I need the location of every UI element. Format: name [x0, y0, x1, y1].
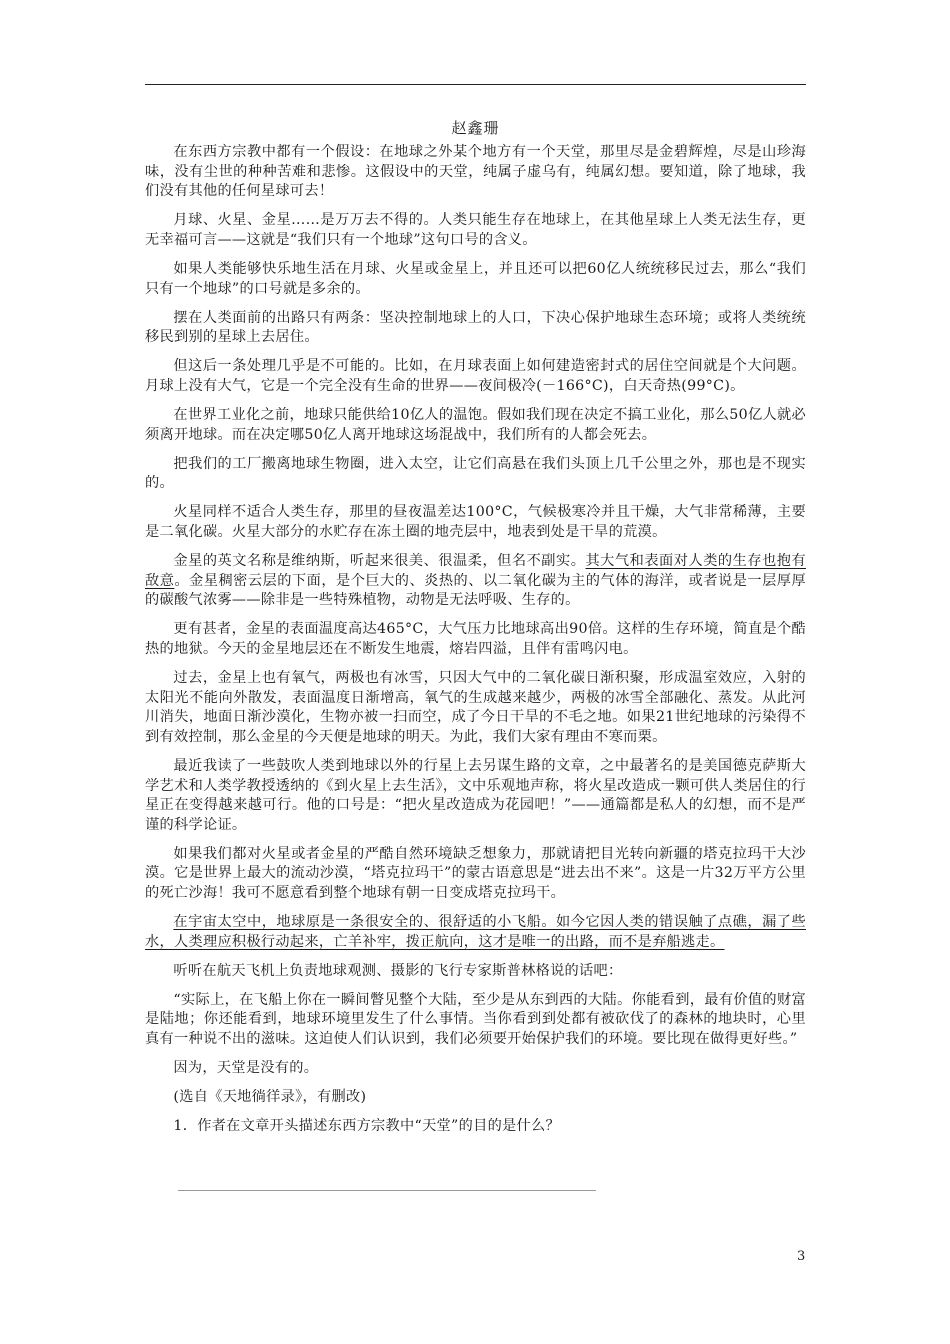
paragraph-1: 在东西方宗教中都有一个假设：在地球之外某个地方有一个天堂，那里尽是金碧辉煌，尽是山珍海味，没有尘世的种种苦难和悲惨。这假设中的天堂，纯属子虚乌有，纯属幻想。要知道，除了地球，我们没有其他的任何星球可去！ [145, 144, 806, 200]
paragraph-8: 火星同样不适合人类生存，那里的昼夜温差达100°C，气候极寒冷并且干燥，大气非常稀薄，主要是二氧化碳。火星大部分的水贮存在冻土圈的地壳层中，地表到处是干旱的荒漠。 [145, 504, 806, 540]
article [145, 118, 806, 1146]
paragraph-9-before: 金星的英文名称是维纳斯，听起来很美、很温柔，但名不副实。 [173, 553, 586, 570]
paragraph-17: 因为，天堂是没有的。 [173, 1060, 319, 1077]
header-rule [145, 84, 806, 85]
paragraph-4: 摆在人类面前的出路只有两条：坚决控制地球上的人口，下决心保护地球生态环境；或将人类统统移民到别的星球上去居住。 [145, 309, 806, 346]
underlined-sentence: 其大气和表面对人类的生存也抱有敌意 [145, 553, 806, 589]
paragraph-7: 把我们的工厂搬离地球生物圈，进入太空，让它们高悬在我们头顶上几千公里之外，那也是不现实的。 [145, 455, 806, 492]
paragraph-9-after: 。金星稠密云层的下面，是个巨大的、炎热的、以二氧化碳为主的气体的海洋，或者说是一层厚厚的碳酸气浓雾——除非是一些特殊植物，动物是无法呼吸、生存的。 [145, 572, 806, 609]
paragraph-13: 如果我们都对火星或者金星的严酷自然环境缺乏想象力，那就请把目光转向新疆的塔克拉玛干大沙漠。它是世界上最大的流动沙漠，“塔克拉玛干”的蒙古语意思是“进去出不来”。这是一片32万平方公里的死亡沙海！我可不愿意看到整个地球有朝一日变成塔克拉玛干。 [145, 845, 806, 901]
answer-line[interactable] [178, 1190, 596, 1191]
paragraph-10: 更有甚者，金星的表面温度高达465°C，大气压力比地球高出90倍。这样的生存环境，简直是个酷热的地狱。今天的金星地层还在不断发生地震，熔岩四溢，且伴有雷鸣闪电。 [145, 621, 806, 657]
source-citation: (选自《天地徜徉录》，有删改) [173, 1089, 367, 1106]
paragraph-5: 但这后一条处理几乎是不可能的。比如，在月球表面上如何建造密封式的居住空间就是个大问题。月球上没有大气，它是一个完全没有生命的世界——夜间极冷(－166°C)，白天奇热(99°C)。 [145, 358, 806, 394]
author-name: 赵鑫珊 [451, 119, 500, 137]
underlined-passage: 在宇宙太空中，地球原是一条很安全的、很舒适的小飞船。如今它因人类的错误触了点礁，漏了些水，人类理应积极行动起来，亡羊补牢，拨正航向，这才是唯一的出路，而不是弃船逃走。 [145, 914, 806, 950]
paragraph-3: 如果人类能够快乐地生活在月球、火星或金星上，并且还可以把60亿人统统移民过去，那么“我们只有一个地球”的口号就是多余的。 [145, 260, 806, 297]
paragraph-15: 听听在航天飞机上负责地球观测、摄影的飞行专家斯普林格说的话吧： [173, 962, 623, 979]
paragraph-2: 月球、火星、金星……是万万去不得的。人类只能生存在地球上，在其他星球上人类无法生存，更无幸福可言——这就是“我们只有一个地球”这句口号的含义。 [145, 212, 806, 248]
paragraph-14 [145, 913, 806, 952]
page-number: 3 [797, 1249, 806, 1264]
paragraph-12: 最近我读了一些鼓吹人类到地球以外的行星上去另谋生路的文章，之中最著名的是美国德克萨斯大学艺术和人类学教授透纳的《到火星上去生活》，文中乐观地声称，将火星改造成一颗可供人类居住的行星正在变得越来越可行。他的口号是：“把火星改造成为花园吧！”——通篇都是私人的幻想，而不是严谨的科学论证。 [145, 757, 806, 833]
paragraph-9 [145, 552, 806, 611]
paragraph-11: 过去，金星上也有氧气，两极也有冰雪，只因大气中的二氧化碳日渐积聚，形成温室效应，入射的太阳光不能向外散发，表面温度日渐增高，氧气的生成越来越少，两极的冰雪全部融化、蒸发。从此河川消失，地面日渐沙漠化，生物亦被一扫而空，成了今日干旱的不毛之地。如果21世纪地球的污染得不到有效控制，那么金星的今天便是地球的明天。为此，我们大家有理由不寒而栗。 [145, 670, 806, 745]
paragraph-6: 在世界工业化之前，地球只能供给10亿人的温饱。假如我们现在决定不搞工业化，那么50亿人就必须离开地球。而在决定哪50亿人离开地球这场混战中，我们所有的人都会死去。 [145, 407, 806, 443]
paragraph-16: “实际上，在飞船上你在一瞬间瞥见整个大陆，至少是从东到西的大陆。你能看到，最有价值的财富是陆地；你还能看到，地球环境里发生了什么事情。当你看到到处都有被砍伐了的森林的地块时，心里真有一种说不出的滋味。这迫使人们认识到，我们必须要开始保护我们的环境。要比现在做得更好些。” [145, 991, 806, 1048]
question-1: 1．作者在文章开头描述东西方宗教中“天堂”的目的是什么？ [173, 1118, 561, 1135]
